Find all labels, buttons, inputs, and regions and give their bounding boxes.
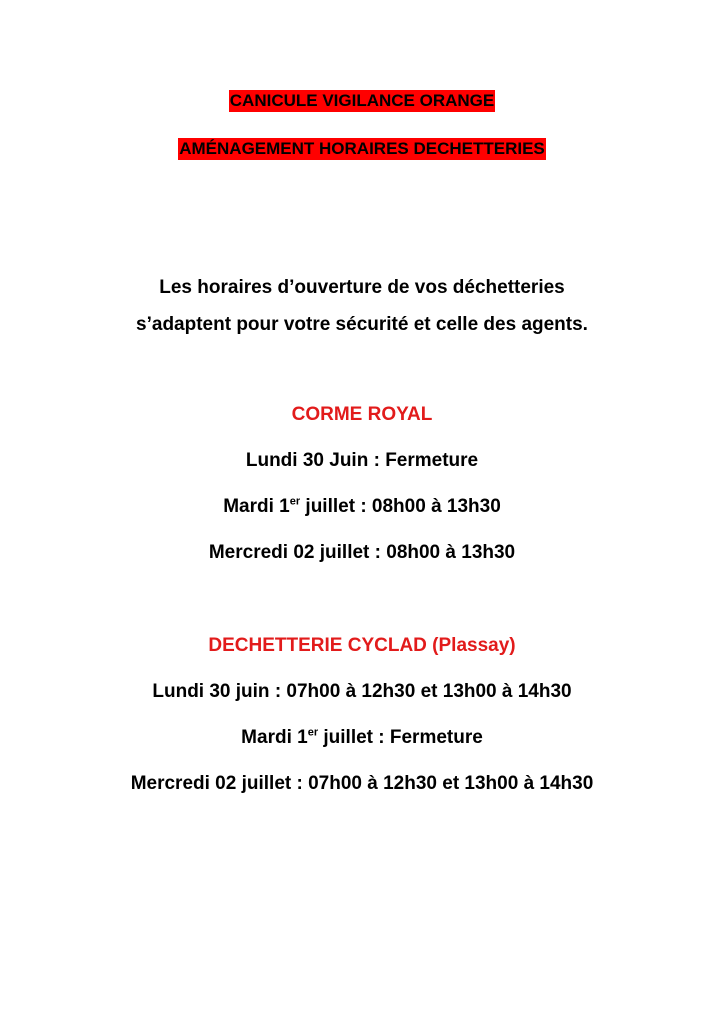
- schedule-line: [0, 680, 724, 704]
- alert-title-line: [0, 90, 724, 112]
- schedule-text: Mardi 1: [223, 496, 290, 517]
- intro-line-2: s’adaptent pour votre sécurité et celle des agents.: [136, 314, 588, 335]
- ordinal-suffix: er: [289, 495, 301, 508]
- intro-line-1: Les horaires d’ouverture de vos déchetteries: [159, 277, 565, 298]
- schedule-text: Mardi 1: [241, 727, 308, 748]
- schedule-text: Lundi 30 juin : 07h00 à 12h30 et 13h00 à 14h30: [152, 681, 572, 702]
- schedule-text: Mercredi 02 juillet : 08h00 à 13h30: [208, 542, 516, 563]
- schedule-text: Lundi 30 Juin : Fermeture: [245, 450, 479, 471]
- schedule-text: Mercredi 02 juillet : 07h00 à 12h30 et 13h00 à 14h30: [130, 773, 594, 794]
- schedule-line: [0, 449, 724, 473]
- schedule-text: juillet : Fermeture: [318, 727, 483, 748]
- schedule-text: juillet : 08h00 à 13h30: [300, 496, 501, 517]
- schedule-line: [0, 541, 724, 565]
- schedule-line: [0, 495, 724, 519]
- alert-subtitle-line: [0, 138, 724, 160]
- schedule-line: [0, 726, 724, 750]
- alert-title: CANICULE VIGILANCE ORANGE: [229, 91, 495, 110]
- site-title-cyclad: DECHETTERIE CYCLAD (Plassay): [208, 635, 516, 656]
- ordinal-suffix: er: [307, 726, 319, 739]
- site-title-corme-royal: CORME ROYAL: [291, 404, 433, 425]
- alert-subtitle: AMÉNAGEMENT HORAIRES DECHETTERIES: [179, 139, 545, 158]
- schedule-line: [0, 772, 724, 796]
